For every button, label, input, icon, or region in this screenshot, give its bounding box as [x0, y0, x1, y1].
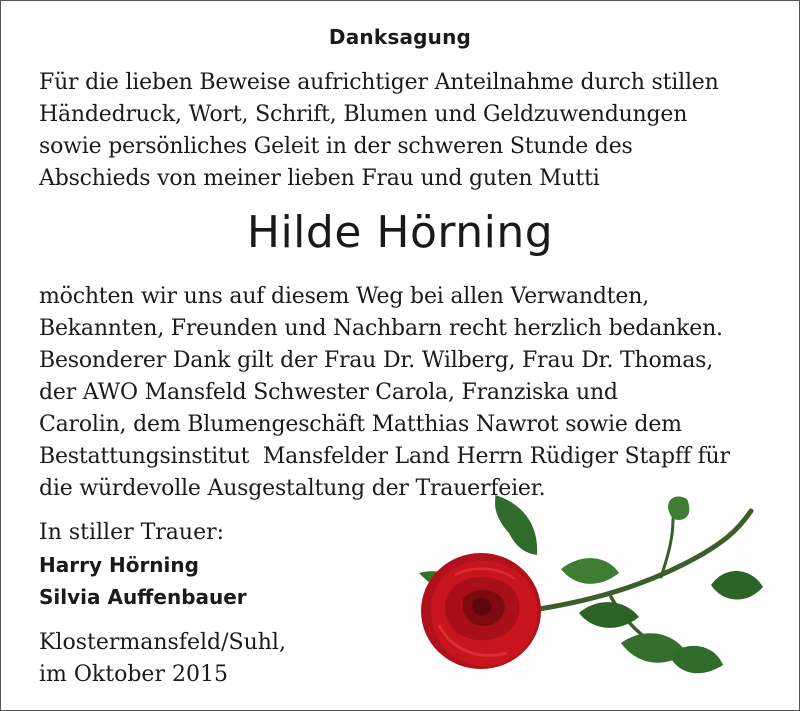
- intro-paragraph: [39, 67, 769, 195]
- thanks-line: die würdevolle Ausgestaltung der Trauerfeier.: [39, 476, 546, 501]
- thanks-line: der AWO Mansfeld Schwester Carola, Franziska und: [39, 380, 618, 405]
- intro-line: Händedruck, Wort, Schrift, Blumen und Geldzuwendungen: [39, 102, 688, 127]
- thanks-line: Bestattungsinstitut Mansfelder Land Herrn Rüdiger Stapff für: [39, 444, 730, 469]
- red-rose-icon: [411, 493, 771, 693]
- mourners-block: [39, 517, 247, 613]
- place-date-block: [39, 627, 286, 691]
- deceased-name: Hilde Hörning: [246, 207, 554, 258]
- mourning-label: In stiller Trauer:: [39, 520, 225, 545]
- intro-line: Für die lieben Beweise aufrichtiger Anteilnahme durch stillen: [39, 70, 719, 95]
- rose-leaf: [668, 496, 689, 519]
- thanks-line: Bekannten, Freunden und Nachbarn recht herzlich bedanken.: [39, 316, 723, 341]
- date-text: im Oktober 2015: [39, 662, 228, 687]
- rose-stem: [526, 511, 751, 611]
- mourner-name: Harry Hörning: [39, 553, 199, 577]
- thanks-paragraph: [39, 281, 769, 505]
- rose-leaf: [711, 571, 763, 600]
- notice-heading: Danksagung: [328, 25, 472, 49]
- mourner-name: Silvia Auffenbauer: [39, 585, 247, 609]
- rose-leaf: [669, 646, 723, 673]
- intro-line: Abschieds von meiner lieben Frau und guten Mutti: [39, 166, 600, 191]
- rose-leaf: [561, 558, 619, 584]
- rose-leaf: [495, 495, 537, 555]
- thanks-line: Besonderer Dank gilt der Frau Dr. Wilberg, Frau Dr. Thomas,: [39, 348, 713, 373]
- place-text: Klostermansfeld/Suhl,: [39, 630, 286, 655]
- thanks-line: Carolin, dem Blumengeschäft Matthias Nawrot sowie dem: [39, 412, 682, 437]
- thanks-line: möchten wir uns auf diesem Weg bei allen Verwandten,: [39, 284, 649, 309]
- intro-line: sowie persönliches Geleit in der schweren Stunde des: [39, 134, 633, 159]
